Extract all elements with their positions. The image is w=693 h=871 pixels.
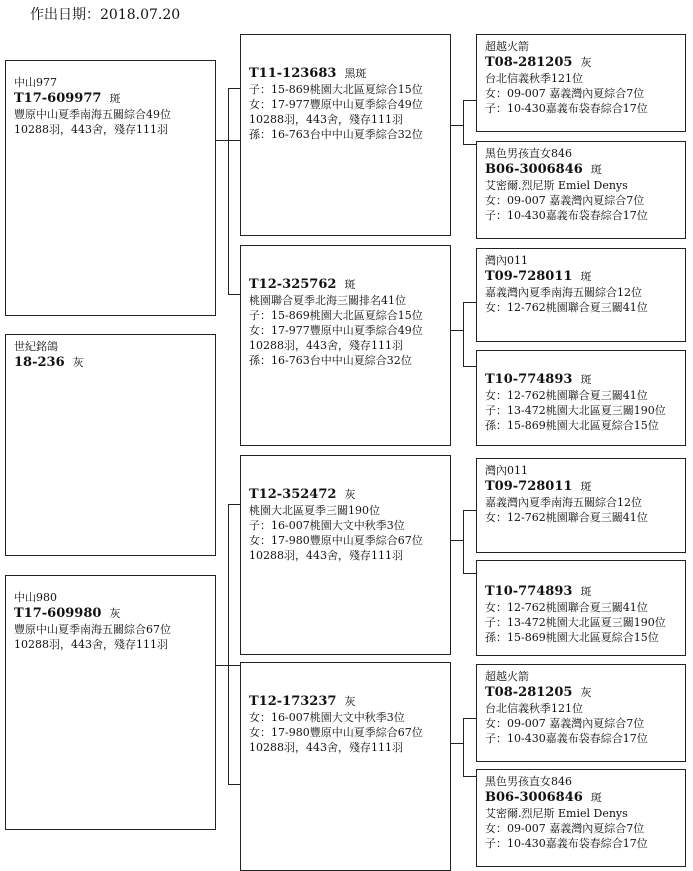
record-line: 女：17-980豐原中山夏季綜合67位 bbox=[249, 534, 423, 547]
record-line: 10288羽，443舍，殘存111羽 bbox=[249, 113, 403, 126]
record-line: 子：13-472桃園大北區夏三關190位 bbox=[485, 404, 666, 417]
record-line: 10288羽，443舍，殘存111羽 bbox=[249, 549, 403, 562]
record-line: 豐原中山夏季南海五關綜合49位 bbox=[14, 108, 171, 121]
connector bbox=[450, 125, 463, 126]
record-line: 女：09-007 嘉義灣內夏綜合7位 bbox=[485, 717, 645, 730]
record-line: 女：17-977豐原中山夏季綜合49位 bbox=[249, 98, 423, 111]
record-line: 艾密爾.烈尼斯 Emiel Denys bbox=[485, 807, 628, 820]
connector bbox=[463, 302, 464, 366]
dam-dam-card bbox=[240, 662, 451, 871]
dam-dam-sire-card bbox=[476, 664, 686, 762]
bird-name: 超越火箭 bbox=[485, 670, 529, 683]
record-line: 豐原中山夏季南海五關綜合67位 bbox=[14, 623, 171, 636]
bird-name: 中山977 bbox=[14, 76, 57, 89]
plumage-color: 灰 bbox=[344, 488, 356, 501]
record-line: 女：12-762桃園聯合夏三關41位 bbox=[485, 389, 648, 402]
plumage-color: 斑 bbox=[580, 270, 592, 283]
connector bbox=[463, 718, 464, 776]
record-line: 嘉義灣內夏季南海五關綜合12位 bbox=[485, 496, 642, 509]
record-line: 子：15-869桃園大北區夏綜合15位 bbox=[249, 83, 423, 96]
plumage-color: 灰 bbox=[344, 695, 356, 708]
connector bbox=[450, 743, 463, 744]
ring-number: T11-123683 bbox=[249, 66, 337, 81]
sire-sire-card bbox=[240, 34, 451, 236]
connector bbox=[463, 718, 477, 719]
plumage-color: 斑 bbox=[590, 163, 602, 176]
plumage-color: 斑 bbox=[580, 373, 592, 386]
record-line: 桃園聯合夏季北海三關排名41位 bbox=[249, 294, 406, 307]
plumage-color: 斑 bbox=[344, 278, 356, 291]
record-line: 子：10-430嘉義布袋春綜合17位 bbox=[485, 837, 648, 850]
ring-number: T12-352472 bbox=[249, 487, 337, 502]
bird-name: 黑色男孩直女846 bbox=[485, 775, 572, 788]
plumage-color: 斑 bbox=[590, 791, 602, 804]
ring-number: T17-609980 bbox=[14, 606, 102, 621]
ring-number: 18-236 bbox=[14, 355, 65, 370]
ring-number: T17-609977 bbox=[14, 91, 102, 106]
connector bbox=[463, 510, 464, 573]
connector bbox=[463, 510, 477, 511]
connector bbox=[463, 776, 477, 777]
record-line: 女：16-007桃園大文中秋季3位 bbox=[249, 711, 405, 724]
dam-dam-dam-card bbox=[476, 769, 686, 867]
ring-number: B06-3006846 bbox=[485, 790, 583, 805]
dam-sire-dam-card bbox=[476, 560, 686, 656]
record-line: 台北信義秋季121位 bbox=[485, 72, 583, 85]
plumage-color: 斑 bbox=[109, 92, 121, 105]
subject-card bbox=[5, 334, 216, 556]
record-line: 艾密爾.烈尼斯 Emiel Denys bbox=[485, 179, 628, 192]
connector bbox=[450, 330, 463, 331]
ring-number: T09-728011 bbox=[485, 479, 573, 494]
record-line: 10288羽，443舍，殘存111羽 bbox=[14, 123, 168, 136]
record-line: 子：10-430嘉義布袋春綜合17位 bbox=[485, 209, 648, 222]
record-line: 女：09-007 嘉義灣內夏綜合7位 bbox=[485, 194, 645, 207]
ring-number: T10-774893 bbox=[485, 584, 573, 599]
record-line: 女：09-007 嘉義灣內夏綜合7位 bbox=[485, 87, 645, 100]
sire-sire-sire-card bbox=[476, 34, 686, 132]
record-line: 孫：15-869桃園大北區夏綜合15位 bbox=[485, 631, 659, 644]
bird-name: 中山980 bbox=[14, 591, 57, 604]
record-line: 女：09-007 嘉義灣內夏綜合7位 bbox=[485, 822, 645, 835]
record-line: 10288羽，443舍，殘存111羽 bbox=[249, 339, 403, 352]
plumage-color: 灰 bbox=[72, 356, 84, 369]
connector bbox=[463, 366, 477, 367]
ring-number: T12-325762 bbox=[249, 277, 337, 292]
ring-number: T10-774893 bbox=[485, 372, 573, 387]
sire-dam-dam-card bbox=[476, 350, 686, 446]
record-line: 子：16-007桃園大文中秋季3位 bbox=[249, 519, 405, 532]
ring-number: T09-728011 bbox=[485, 269, 573, 284]
connector bbox=[463, 573, 477, 574]
record-line: 孫：15-869桃園大北區夏綜合15位 bbox=[485, 419, 659, 432]
record-line: 子：13-472桃園大北區夏三關190位 bbox=[485, 616, 666, 629]
plumage-color: 斑 bbox=[580, 585, 592, 598]
record-line: 10288羽，443舍，殘存111羽 bbox=[14, 638, 168, 651]
record-line: 桃園大北區夏季三關190位 bbox=[249, 504, 380, 517]
record-line: 子：10-430嘉義布袋春綜合17位 bbox=[485, 732, 648, 745]
connector bbox=[463, 144, 477, 145]
creation-date: 作出日期：2018.07.20 bbox=[30, 7, 181, 23]
record-line: 女：12-762桃園聯合夏三關41位 bbox=[485, 301, 648, 314]
dam-sire-card bbox=[240, 455, 451, 655]
record-line: 孫：16-763台中中山夏綜合32位 bbox=[249, 354, 412, 367]
record-line: 台北信義秋季121位 bbox=[485, 702, 583, 715]
bird-name: 世紀銘鴿 bbox=[14, 340, 58, 353]
bird-name: 超越火箭 bbox=[485, 40, 529, 53]
record-line: 女：12-762桃園聯合夏三關41位 bbox=[485, 511, 648, 524]
plumage-color: 灰 bbox=[580, 686, 592, 699]
plumage-color: 灰 bbox=[109, 607, 121, 620]
record-line: 孫：16-763台中中山夏季綜合32位 bbox=[249, 128, 423, 141]
sire-card bbox=[5, 60, 216, 316]
connector bbox=[463, 100, 464, 144]
record-line: 子：15-869桃園大北區夏綜合15位 bbox=[249, 309, 423, 322]
plumage-color: 灰 bbox=[580, 56, 592, 69]
record-line: 女：17-977豐原中山夏季綜合49位 bbox=[249, 324, 423, 337]
ring-number: T08-281205 bbox=[485, 685, 573, 700]
sire-sire-dam-card bbox=[476, 141, 686, 239]
record-line: 嘉義灣內夏季南海五關綜合12位 bbox=[485, 286, 642, 299]
ring-number: T12-173237 bbox=[249, 694, 337, 709]
plumage-color: 斑 bbox=[580, 480, 592, 493]
record-line: 女：12-762桃園聯合夏三關41位 bbox=[485, 601, 648, 614]
sire-dam-sire-card bbox=[476, 248, 686, 342]
record-line: 女：17-980豐原中山夏季綜合67位 bbox=[249, 726, 423, 739]
record-line: 10288羽，443舍，殘存111羽 bbox=[249, 741, 403, 754]
connector bbox=[450, 540, 463, 541]
connector bbox=[228, 504, 229, 784]
record-line: 子：10-430嘉義布袋春綜合17位 bbox=[485, 102, 648, 115]
bird-name: 黑色男孩直女846 bbox=[485, 147, 572, 160]
dam-sire-sire-card bbox=[476, 458, 686, 553]
bird-name: 灣內011 bbox=[485, 254, 528, 267]
ring-number: T08-281205 bbox=[485, 55, 573, 70]
ring-number: B06-3006846 bbox=[485, 162, 583, 177]
connector bbox=[228, 88, 229, 294]
connector bbox=[463, 100, 477, 101]
bird-name: 灣內011 bbox=[485, 464, 528, 477]
plumage-color: 黑斑 bbox=[344, 67, 367, 80]
dam-card bbox=[5, 575, 216, 830]
connector bbox=[463, 302, 477, 303]
sire-dam-card bbox=[240, 245, 451, 446]
